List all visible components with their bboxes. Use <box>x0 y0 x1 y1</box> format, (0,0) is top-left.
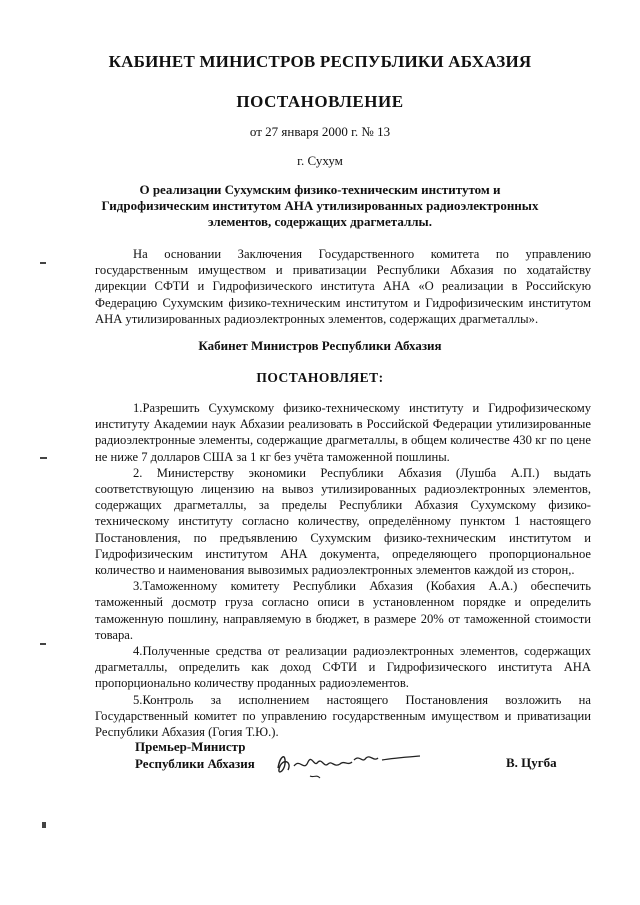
decree-item: 4.Полученные средства от реализации радиоэлектронных элементов, содержащих драгметаллы, определить как доход СФТИ и Гидрофизического института АНА пропорционально количеству проданных радиоэлементов. <box>95 644 591 691</box>
signatory-name: В. Цугба <box>506 755 557 770</box>
signatory-position-line: Республики Абхазия <box>135 756 255 771</box>
signatory-position <box>135 738 255 772</box>
decree-heading: ПОСТАНОВЛЯЕТ: <box>256 370 384 385</box>
signatory-position-line: Премьер-Министр <box>135 739 246 754</box>
issuing-body: Кабинет Министров Республики Абхазия <box>198 338 442 353</box>
decree-item: 3.Таможенному комитету Республики Абхазия (Кобахия А.А.) обеспечить таможенный досмотр груза согласно описи в установленном порядке и определить таможенную пошлину, направляемую в бюджет, в размере 20% от таможенной стоимости товара. <box>95 579 591 642</box>
document-date-number: от 27 января 2000 г. № 13 <box>249 124 391 139</box>
decree-item: 1.Разрешить Сухумскому физико-техническому институту и Гидрофизическому институту Академии наук Абхазии реализовать в Российской Федерации утилизированные радиоэлектронные элементы, содержащие драгметаллы, в общем количестве 430 кг по цене не ниже 7 долларов США за 1 кг без учёта таможенной пошлины. <box>95 401 591 464</box>
issuer-title: КАБИНЕТ МИНИСТРОВ РЕСПУБЛИКИ АБХАЗИЯ <box>108 52 532 71</box>
decree-item: 5.Контроль за исполнением настоящего Постановления возложить на Государственный комитет по управлению государственным имуществом и приватизации Республики Абхазия (Гогия Т.Ю.). <box>95 692 591 740</box>
document-type: ПОСТАНОВЛЕНИЕ <box>236 92 404 111</box>
document-subject: О реализации Сухумским физико-техническим институтом и Гидрофизическим институтом АНА утилизированных радиоэлектронных элементов, содержащих драгметаллы. <box>101 182 539 229</box>
punch-hole-mark <box>40 262 46 264</box>
punch-hole-mark <box>42 822 46 828</box>
document-city: г. Сухум <box>297 153 343 168</box>
decree-item: 2. Министерству экономики Республики Абхазия (Лушба А.П.) выдать соответствующую лицензию на вывоз утилизированных радиоэлектронных элементов, содержащих драгметаллы, за пределы Республики Абхазия Сухумскому физико-техническому институту согласно количеству, определённому пунктом 1 настоящего Постановления, по предъявлению Сухумским физико-техническим институтом и Гидрофизическим институтом АНА документа, определяющего пропорциональное количество и наименования вывозимых радиоэлектронных элементов каждой из сторон,. <box>95 465 591 578</box>
handwritten-signature <box>270 738 430 788</box>
punch-hole-mark <box>40 457 47 459</box>
preamble-paragraph: На основании Заключения Государственного комитета по управлению государственным имуществом и приватизации Республики Абхазия по ходатайству дирекции СФТИ и Гидрофизического института АНА «О реализации в Российскую Федерацию Сухумским физико-техническим институтом и Гидрофизическим институтом АНА утилизированных радиоэлектронных элементов, содержащих драгметаллы». <box>95 247 591 326</box>
decree-items <box>95 400 591 740</box>
punch-hole-mark <box>40 643 46 645</box>
